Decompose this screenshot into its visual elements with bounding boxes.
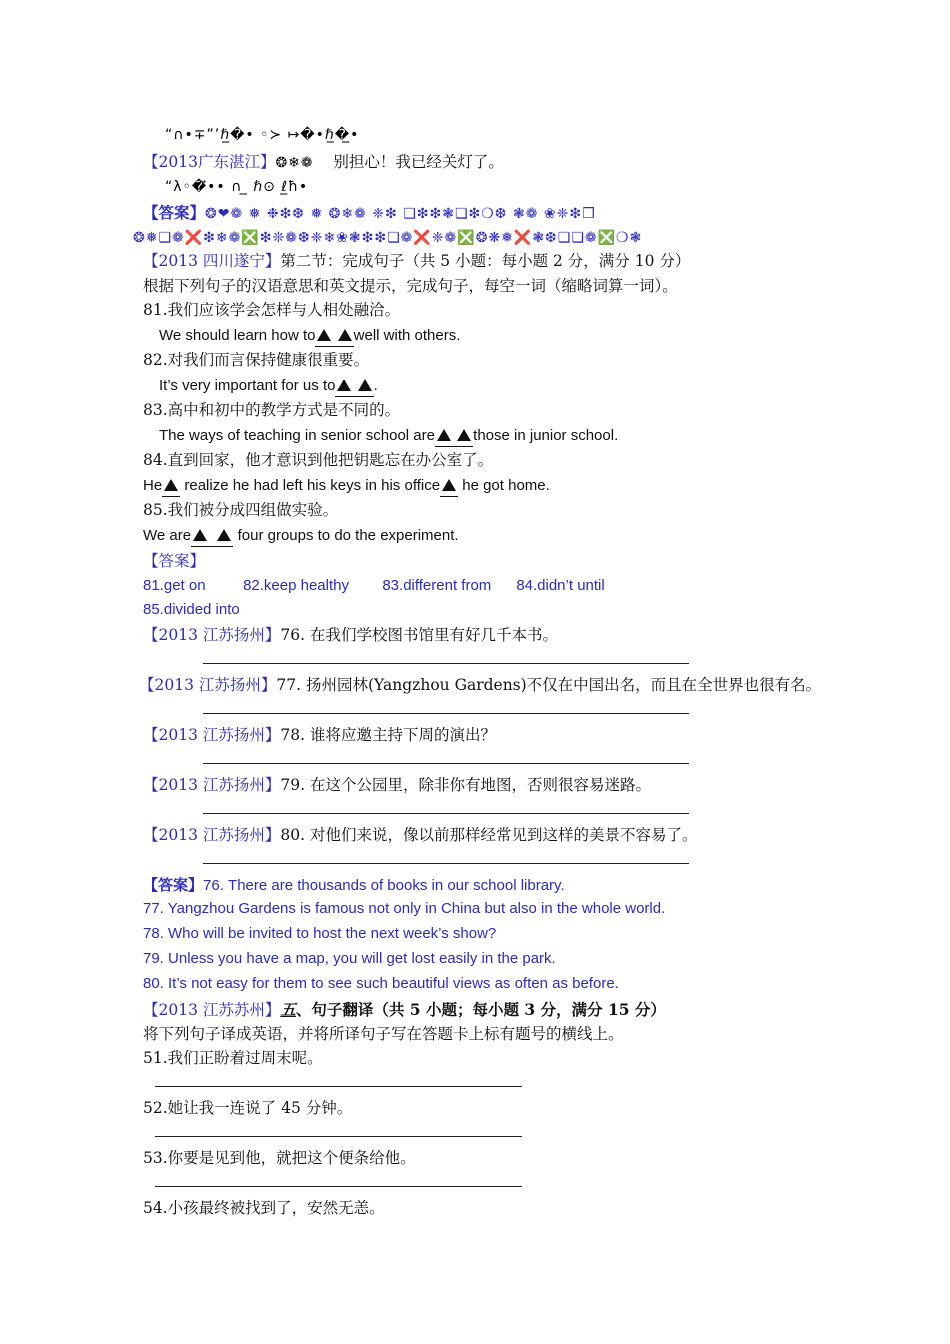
sentence-part: well with others.: [353, 327, 461, 344]
answer-blank: [440, 476, 458, 497]
answer-item: 78. Who will be invited to host the next week’s show?: [143, 925, 497, 942]
answer-item: 79. Unless you have a map, you will get lost easily in the park.: [143, 950, 556, 967]
answer-row: [143, 875, 565, 896]
garbled-answer: ❂❤❁ ❅ ❉❇❆ ❅ ❂❄❁ ❈❇ ❑❇❇❃❏❇❍❆ ❃❁ ❀❈❇❒: [205, 206, 596, 222]
yangzhou-question: [143, 775, 651, 795]
yangzhou-question: [143, 625, 558, 645]
sentence-part: We are: [143, 527, 192, 544]
source-label: 【2013 江苏扬州】: [139, 676, 277, 694]
answer-label: 【答案】: [143, 203, 206, 222]
source-label: 【2013 四川遂宁】: [143, 252, 281, 270]
answer-line: [203, 763, 689, 764]
yangzhou-question: [143, 825, 697, 845]
answer-label: 【答案】: [143, 552, 206, 570]
question-en: [143, 526, 459, 547]
source-label: 【2013 江苏苏州】: [143, 1001, 281, 1019]
question-text: 79. 在这个公园里，除非你有地图，否则很容易迷路。: [280, 776, 651, 794]
garbled-line-2: “λ◦�⃡•• ∩ ̲̲̲̲̲̲̲̲̲̲̲̲̲̲̲̲̲̲̲̲̲̲̲̲̲̲̲̲̲̲̲̲̲̲̲̲̲̲̲̲̲̲̲̲̲̲̲̲̲̲̲̲̲̲̲̲̲̲̲̲̲̲̲̲̲̲̲̲̲̲̲̲̲̲̲̲̲̲̲̲̲̲̲̲̲̲̲̲̲̲̲̲̲̲̲̲̲̲̲̲̲̲̲̲̲̲̲̲̲̲̲̲̲̲̲̲̲̲̲̲̲̲̲̲̲̲̲ ℏ⊙ ℓ̲̲ħ•: [165, 179, 309, 195]
answer-line: [203, 663, 689, 664]
zhanjiang-line: [143, 152, 504, 173]
question-en: [159, 426, 618, 447]
question-cn: 83.高中和初中的教学方式是不同的。: [143, 401, 401, 419]
question-text: 77. 扬州园林(Yangzhou Gardens)不仅在中国出名，而且在全世界也很有名。: [276, 676, 822, 694]
question-text: 80. 对他们来说，像以前那样经常见到这样的美景不容易了。: [280, 826, 698, 844]
suining-heading-line: [143, 251, 690, 271]
answer-item: 82.keep healthy: [243, 577, 349, 594]
question-en: [143, 476, 550, 497]
answer-item: 83.different from: [382, 577, 492, 594]
question-en: [159, 376, 378, 397]
sentence-part: We should learn how to: [159, 327, 316, 344]
answer-line: [155, 1086, 522, 1087]
sentence-part: The ways of teaching in senior school are: [159, 427, 435, 444]
answer-item: 76. There are thousands of books in our school library.: [203, 877, 565, 894]
sentence-part: he got home.: [462, 477, 550, 494]
suzhou-heading-line: [143, 1000, 666, 1020]
source-label: 【2013 江苏扬州】: [143, 726, 281, 744]
sentence-part: four groups to do the experiment.: [237, 527, 459, 544]
section-heading: 、句子翻译（共 5 小题；每小题 3 分，满分 15 分）: [295, 1000, 666, 1019]
source-label: 【2013 江苏扬州】: [143, 826, 281, 844]
sentence-part: It’s very important for us to: [159, 377, 336, 394]
question-cn: 82.对我们而言保持健康很重要。: [143, 351, 370, 369]
answer-line: [203, 713, 689, 714]
yangzhou-question: [143, 725, 496, 745]
source-label: 【2013 江苏扬州】: [143, 776, 281, 794]
answer-line: [155, 1186, 522, 1187]
answer-line: [155, 1136, 522, 1137]
sentence-part: those in junior school.: [473, 427, 619, 444]
question-cn: 53.你要是见到他，就把这个便条给他。: [143, 1149, 416, 1167]
garbled-text: ❂❄❁: [275, 155, 314, 171]
question-cn: 84.直到回家，他才意识到他把钥匙忘在办公室了。: [143, 451, 494, 469]
garbled-line-1: “∩•∓”’ℏ̲�• ◦≻ ↦�•ℏ̲�̲•: [165, 127, 360, 143]
source-label: 【2013 江苏扬州】: [143, 626, 281, 644]
answer-line: [203, 863, 689, 864]
sentence-part: realize he had left his keys in his office: [184, 477, 441, 494]
zhanjiang-answer-line: [143, 203, 596, 224]
answer-label: 【答案】: [143, 876, 204, 894]
question-cn: 52.她让我一连说了 45 分钟。: [143, 1099, 353, 1117]
answer-item: 77. Yangzhou Gardens is famous not only in China but also in the whole world.: [143, 900, 666, 917]
question-en: [159, 326, 460, 347]
question-cn: 81.我们应该学会怎样与人相处融洽。: [143, 301, 401, 319]
answer-item: 80. It’s not easy for them to see such beautiful views as often as before.: [143, 975, 619, 992]
instruction: 根据下列句子的汉语意思和英文提示，完成句子，每空一词（缩略词算一词）。: [143, 277, 678, 295]
section-heading: 第二节：完成句子（共 5 小题：每小题 2 分，满分 10 分）: [280, 252, 691, 270]
question-cn: 54.小孩最终被找到了，安然无恙。: [143, 1199, 385, 1217]
yangzhou-question: [139, 675, 821, 695]
answer-row: [143, 576, 605, 596]
answer-blank: [335, 376, 373, 397]
answer-item: 81.get on: [143, 577, 206, 594]
answer-blank: [191, 526, 233, 547]
sentence-part: He: [143, 477, 163, 494]
question-text: 78. 谁将应邀主持下周的演出？: [280, 726, 496, 744]
sentence-part: .: [373, 377, 378, 394]
instruction: 将下列句子译成英语，并将所译句子写在答题卡上标有题号的横线上。: [143, 1025, 624, 1043]
garbled-answer-line-2: ❂❅❏❁❌❇❄❁❎❇❊❁❆❈❄❀❃❇❇❏❁❌❈❁❎❂❋❅❌❃❆❏❏❁❎❍❃: [133, 230, 643, 246]
answer-item: 85.divided into: [143, 601, 240, 618]
section-number: 五: [280, 1000, 296, 1019]
source-label: 【2013广东湛江】: [143, 153, 276, 171]
zhanjiang-text: 别担心！我已经关灯了。: [333, 153, 504, 171]
question-text: 76. 在我们学校图书馆里有好几千本书。: [280, 626, 558, 644]
answer-blank: [162, 476, 180, 497]
answer-line: [203, 813, 689, 814]
question-cn: 51.我们正盼着过周末呢。: [143, 1049, 323, 1067]
question-cn: 85.我们被分成四组做实验。: [143, 501, 339, 519]
answer-item: 84.didn’t until: [516, 577, 605, 594]
answer-blank: [315, 326, 353, 347]
answer-blank: [435, 426, 473, 447]
